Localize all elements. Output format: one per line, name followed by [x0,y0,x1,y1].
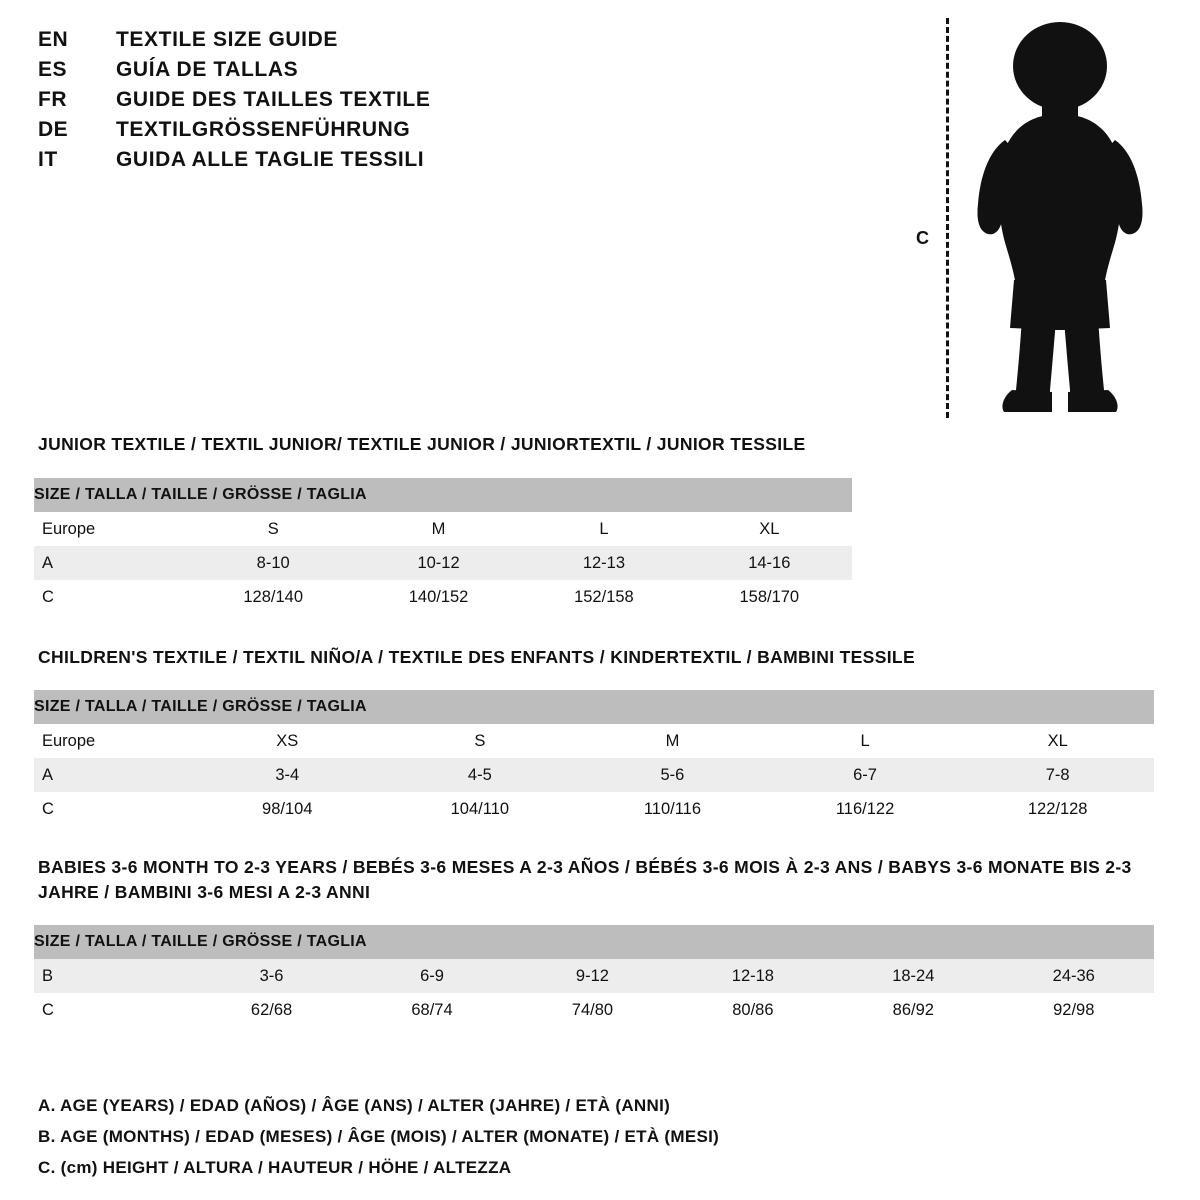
measure-dashed-line [946,18,949,418]
table-header-label: SIZE / TALLA / TAILLE / GRÖSSE / TAGLIA [34,690,1154,724]
section-title-junior: JUNIOR TEXTILE / TEXTIL JUNIOR/ TEXTILE JUNIOR / JUNIORTEXTIL / JUNIOR TESSILE [38,434,806,454]
cell-value: 12-18 [673,959,833,993]
cell-value: 14-16 [687,546,852,580]
table-header-row [34,690,1154,724]
table-header-label: SIZE / TALLA / TAILLE / GRÖSSE / TAGLIA [34,925,1154,959]
cell-value: S [384,724,577,758]
cell-value: 10-12 [356,546,521,580]
section-title-babies: BABIES 3-6 MONTH TO 2-3 YEARS / BEBÉS 3-6 MESES A 2-3 AÑOS / BÉBÉS 3-6 MOIS À 2-3 ANS / BABYS 3-6 MONATE BIS 2-3 JAHRE / BAMBINI 3-6 MESI A 2-3 ANNI [38,857,1132,903]
cell-value: 5-6 [576,758,769,792]
row-label: C [34,792,191,826]
legend-block [38,1096,1138,1178]
cell-value: 80/86 [673,993,833,1027]
language-code: ES [38,58,68,81]
language-title: TEXTILE SIZE GUIDE [116,28,338,51]
row-label: C [34,993,191,1027]
cell-value: 4-5 [384,758,577,792]
cell-value: 7-8 [961,758,1154,792]
legend-line-a: A. AGE (YEARS) / EDAD (AÑOS) / ÂGE (ANS) / ALTER (JAHRE) / ETÀ (ANNI) [38,1096,671,1115]
row-label: C [34,580,191,614]
language-code: FR [38,88,67,111]
cell-value: 110/116 [576,792,769,826]
language-title: GUÍA DE TALLAS [116,58,299,81]
cell-value: 6-9 [352,959,512,993]
cell-value: 98/104 [191,792,384,826]
language-code: DE [38,118,69,141]
language-row-de [38,118,598,142]
language-row-fr [38,88,598,112]
row-label: A [34,758,191,792]
cell-value: 92/98 [994,993,1154,1027]
cell-value: 8-10 [191,546,356,580]
cell-value: 74/80 [512,993,672,1027]
table-row [34,758,1154,792]
junior-size-table [34,478,852,614]
babies-size-table [34,925,1154,1027]
height-measurement-figure [900,10,1170,425]
table-header-row [34,925,1154,959]
cell-value: XL [961,724,1154,758]
cell-value: L [521,512,686,546]
children-size-table [34,690,1154,826]
language-title: GUIDE DES TAILLES TEXTILE [116,88,431,111]
cell-value: 68/74 [352,993,512,1027]
cell-value: 122/128 [961,792,1154,826]
cell-value: XL [687,512,852,546]
section-title-children: CHILDREN'S TEXTILE / TEXTIL NIÑO/A / TEXTILE DES ENFANTS / KINDERTEXTIL / BAMBINI TESSILE [38,647,915,667]
cell-value: 3-6 [191,959,351,993]
cell-value: 116/122 [769,792,962,826]
cell-value: 158/170 [687,580,852,614]
row-label: Europe [34,724,191,758]
cell-value: 12-13 [521,546,686,580]
row-label: Europe [34,512,191,546]
cell-value: 6-7 [769,758,962,792]
cell-value: 86/92 [833,993,993,1027]
row-label: B [34,959,191,993]
legend-line-c: C. (cm) HEIGHT / ALTURA / HAUTEUR / HÖHE / ALTEZZA [38,1158,512,1177]
language-row-it [38,148,598,172]
cell-value: 62/68 [191,993,351,1027]
cell-value: 3-4 [191,758,384,792]
cell-value: 104/110 [384,792,577,826]
cell-value: XS [191,724,384,758]
table-row [34,724,1154,758]
cell-value: 24-36 [994,959,1154,993]
table-row [34,993,1154,1027]
table-row [34,546,852,580]
table-header-row [34,478,852,512]
table-row [34,959,1154,993]
language-code: IT [38,148,58,171]
legend-line-b: B. AGE (MONTHS) / EDAD (MESES) / ÂGE (MOIS) / ALTER (MONATE) / ETÀ (MESI) [38,1127,720,1146]
cell-value: 9-12 [512,959,672,993]
cell-value: 140/152 [356,580,521,614]
cell-value: M [576,724,769,758]
language-title: GUIDA ALLE TAGLIE TESSILI [116,148,425,171]
cell-value: L [769,724,962,758]
table-row [34,792,1154,826]
cell-value: S [191,512,356,546]
measure-label-c: C [916,228,929,248]
cell-value: 18-24 [833,959,993,993]
table-row [34,580,852,614]
cell-value: 152/158 [521,580,686,614]
cell-value: 128/140 [191,580,356,614]
language-row-en [38,28,598,52]
table-header-label: SIZE / TALLA / TAILLE / GRÖSSE / TAGLIA [34,478,852,512]
cell-value: M [356,512,521,546]
language-title: TEXTILGRÖSSENFÜHRUNG [116,118,411,141]
table-row [34,512,852,546]
language-row-es [38,58,598,82]
child-silhouette-icon [960,18,1160,418]
language-title-block [38,28,598,178]
language-code: EN [38,28,69,51]
row-label: A [34,546,191,580]
